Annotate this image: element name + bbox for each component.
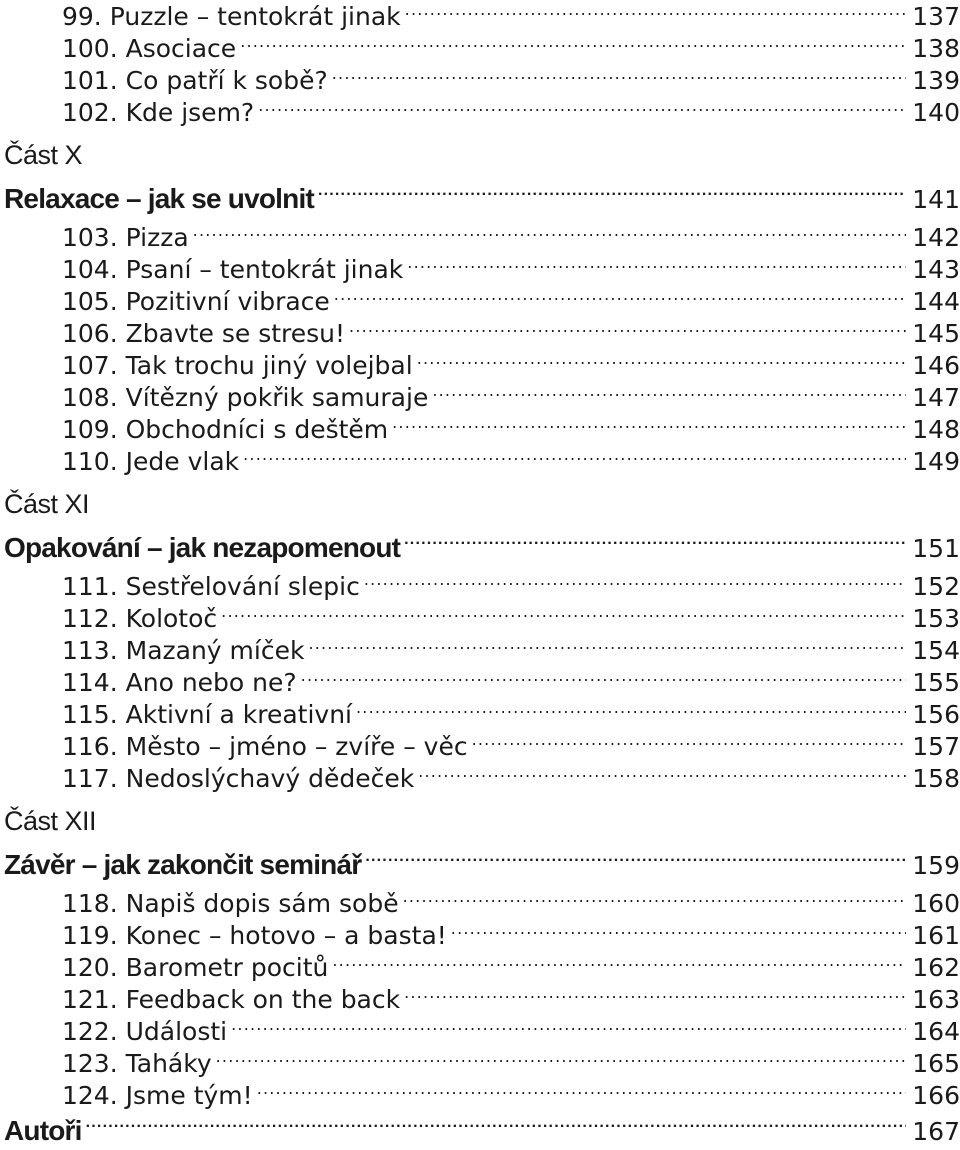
- page-number: 147: [912, 383, 960, 412]
- toc-item-row: [0, 919, 960, 952]
- toc-section-row: [0, 529, 960, 567]
- item-title-text: Psaní – tentokrát jinak: [125, 255, 404, 284]
- page-number: 152: [912, 572, 960, 601]
- dot-leader: [258, 96, 906, 121]
- item-title-text: Aktivní a kreativní: [125, 700, 352, 729]
- page-number: 165: [912, 1049, 960, 1078]
- item-title: [0, 350, 413, 382]
- item-number: 109.: [62, 415, 118, 444]
- dot-leader: [364, 570, 906, 595]
- item-title: [0, 382, 428, 414]
- dot-leader: [332, 951, 906, 976]
- toc-item-row: [0, 730, 960, 763]
- dot-leader: [308, 634, 906, 659]
- item-title: [0, 414, 388, 446]
- item-number: 115.: [62, 700, 118, 729]
- item-number: 112.: [62, 604, 118, 633]
- dot-leader: [451, 919, 907, 944]
- page-number: 149: [912, 447, 960, 476]
- dot-leader: [318, 180, 906, 208]
- toc-item-row: [0, 381, 960, 414]
- item-number: 100.: [62, 34, 118, 63]
- toc-item-row: [0, 445, 960, 478]
- item-number: 123.: [62, 1049, 118, 1078]
- item-title: [0, 667, 297, 699]
- dot-leader: [405, 0, 907, 25]
- item-title-text: Kde jsem?: [125, 98, 255, 127]
- dot-leader: [365, 846, 906, 874]
- toc-item-row: [0, 221, 960, 254]
- toc-item-row: [0, 96, 960, 129]
- item-title-text: Puzzle – tentokrát jinak: [109, 2, 401, 31]
- item-title-text: Sestřelování slepic: [125, 572, 360, 601]
- part-title: Část X: [4, 140, 83, 170]
- dot-leader: [193, 221, 907, 246]
- page-number: 155: [912, 668, 960, 697]
- item-title: [0, 1016, 227, 1048]
- item-title: [0, 254, 403, 286]
- item-number: 102.: [62, 98, 118, 127]
- page-number: 144: [912, 287, 960, 316]
- dot-leader: [216, 1047, 907, 1072]
- item-title-text: Co patří k sobě?: [125, 66, 328, 95]
- toc-item-row: [0, 1015, 960, 1048]
- dot-leader: [332, 64, 907, 89]
- dot-leader: [432, 381, 906, 406]
- toc-item-row: [0, 951, 960, 984]
- part-title: Část XI: [4, 489, 90, 519]
- item-title-text: Feedback on the back: [125, 985, 401, 1014]
- item-title: [0, 571, 360, 603]
- dot-leader: [417, 349, 907, 374]
- page-number: 161: [912, 921, 960, 950]
- item-title: [0, 888, 399, 920]
- page-number: 162: [912, 953, 960, 982]
- toc-item-row: [0, 349, 960, 382]
- page-number: 156: [912, 700, 960, 729]
- dot-leader: [404, 529, 906, 557]
- item-number: 124.: [62, 1081, 118, 1110]
- page-number: 154: [912, 636, 960, 665]
- item-title: [0, 286, 330, 318]
- item-number: 105.: [62, 287, 118, 316]
- item-title-text: Asociace: [125, 34, 237, 63]
- dot-leader: [404, 983, 906, 1008]
- item-number: 122.: [62, 1017, 118, 1046]
- page-number: 137: [912, 2, 960, 31]
- item-title: [0, 318, 345, 350]
- dot-leader: [403, 887, 907, 912]
- item-number: 116.: [62, 732, 118, 761]
- dot-leader: [392, 413, 906, 438]
- item-title-text: Taháky: [125, 1049, 212, 1078]
- toc-item-row: [0, 317, 960, 350]
- toc-part-heading: [0, 803, 960, 839]
- toc-item-row: [0, 698, 960, 731]
- page-number: 163: [912, 985, 960, 1014]
- item-title-text: Jede vlak: [125, 447, 240, 476]
- item-number: 121.: [62, 985, 118, 1014]
- dot-leader: [334, 285, 906, 310]
- item-number: 99.: [62, 2, 102, 31]
- page-number: 151: [912, 534, 960, 563]
- page-number: 160: [912, 889, 960, 918]
- item-title-text: Konec – hotovo – a basta!: [125, 921, 447, 950]
- page-number: 138: [912, 34, 960, 63]
- toc-item-row: [0, 570, 960, 603]
- item-number: 103.: [62, 223, 118, 252]
- page-number: 164: [912, 1017, 960, 1046]
- toc-item-row: [0, 32, 960, 65]
- item-number: 120.: [62, 953, 118, 982]
- section-title: Závěr – jak zakončit seminář: [4, 849, 362, 880]
- item-title-text: Město – jméno – zvíře – věc: [125, 732, 468, 761]
- item-number: 104.: [62, 255, 118, 284]
- page-number: 140: [912, 98, 960, 127]
- toc-section-row: [0, 180, 960, 218]
- item-title-text: Jsme tým!: [125, 1081, 253, 1110]
- dot-leader: [407, 253, 906, 278]
- page-number: 159: [912, 851, 960, 880]
- toc-section-row: [0, 1112, 960, 1150]
- item-title: [0, 731, 468, 763]
- item-number: 106.: [62, 319, 118, 348]
- item-title: [0, 222, 189, 254]
- item-title-text: Kolotoč: [125, 604, 218, 633]
- dot-leader: [231, 1015, 906, 1040]
- item-title-text: Vítězný pokřik samuraje: [125, 383, 429, 412]
- item-title: [0, 984, 400, 1016]
- page-number: 143: [912, 255, 960, 284]
- toc-section-row: [0, 846, 960, 884]
- item-number: 119.: [62, 921, 118, 950]
- item-number: 117.: [62, 764, 118, 793]
- toc-part-heading: [0, 137, 960, 173]
- item-title-text: Pozitivní vibrace: [125, 287, 330, 316]
- dot-leader: [418, 762, 906, 787]
- item-title: [0, 1080, 253, 1112]
- item-title: [0, 65, 328, 97]
- item-title: [0, 33, 236, 65]
- dot-leader: [257, 1079, 907, 1104]
- part-title: Část XII: [4, 806, 97, 836]
- page-number: 158: [912, 764, 960, 793]
- toc-item-row: [0, 413, 960, 446]
- item-title: [0, 1048, 212, 1080]
- item-number: 114.: [62, 668, 118, 697]
- page-number: 167: [912, 1117, 960, 1146]
- section-title: Opakování – jak nezapomenout: [4, 532, 401, 563]
- item-number: 101.: [62, 66, 118, 95]
- toc-item-row: [0, 1079, 960, 1112]
- dot-leader: [86, 1112, 907, 1140]
- dot-leader: [240, 32, 906, 57]
- item-title: [0, 635, 304, 667]
- item-title: [0, 446, 239, 478]
- page-number: 141: [912, 185, 960, 214]
- toc-item-row: [0, 983, 960, 1016]
- dot-leader: [472, 730, 907, 755]
- page-number: 148: [912, 415, 960, 444]
- page-number: 145: [912, 319, 960, 348]
- item-title: [0, 97, 254, 129]
- page-number: 166: [912, 1081, 960, 1110]
- item-title-text: Napiš dopis sám sobě: [125, 889, 399, 918]
- item-title-text: Tak trochu jiný volejbal: [125, 351, 413, 380]
- item-title: [0, 699, 352, 731]
- item-number: 118.: [62, 889, 118, 918]
- toc-item-row: [0, 64, 960, 97]
- toc-item-row: [0, 285, 960, 318]
- item-title: [0, 603, 217, 635]
- item-number: 107.: [62, 351, 118, 380]
- item-title-text: Události: [125, 1017, 228, 1046]
- item-title-text: Zbavte se stresu!: [125, 319, 346, 348]
- page-number: 139: [912, 66, 960, 95]
- toc-part-heading: [0, 486, 960, 522]
- toc-item-row: [0, 253, 960, 286]
- page-number: 146: [912, 351, 960, 380]
- toc-item-row: [0, 1047, 960, 1080]
- page-number: 157: [912, 732, 960, 761]
- toc-item-row: [0, 666, 960, 699]
- page-number: 142: [912, 223, 960, 252]
- item-title-text: Obchodníci s deštěm: [125, 415, 389, 444]
- item-title: [0, 920, 447, 952]
- toc-item-row: [0, 602, 960, 635]
- item-number: 113.: [62, 636, 118, 665]
- toc-item-row: [0, 634, 960, 667]
- item-title-text: Pizza: [125, 223, 189, 252]
- dot-leader: [356, 698, 906, 723]
- item-number: 111.: [62, 572, 118, 601]
- item-title-text: Barometr pocitů: [125, 953, 329, 982]
- toc-item-row: [0, 0, 960, 33]
- dot-leader: [221, 602, 906, 627]
- toc-item-row: [0, 762, 960, 795]
- item-title-text: Ano nebo ne?: [125, 668, 297, 697]
- item-number: 108.: [62, 383, 118, 412]
- dot-leader: [301, 666, 907, 691]
- section-title: Autoři: [4, 1115, 82, 1146]
- item-title-text: Nedoslýchavý dědeček: [125, 764, 415, 793]
- item-number: 110.: [62, 447, 118, 476]
- dot-leader: [243, 445, 906, 470]
- section-title: Relaxace – jak se uvolnit: [4, 183, 314, 214]
- item-title: [0, 1, 401, 33]
- item-title: [0, 763, 414, 795]
- item-title: [0, 952, 328, 984]
- item-title-text: Mazaný míček: [125, 636, 305, 665]
- page-number: 153: [912, 604, 960, 633]
- dot-leader: [349, 317, 906, 342]
- toc-item-row: [0, 887, 960, 920]
